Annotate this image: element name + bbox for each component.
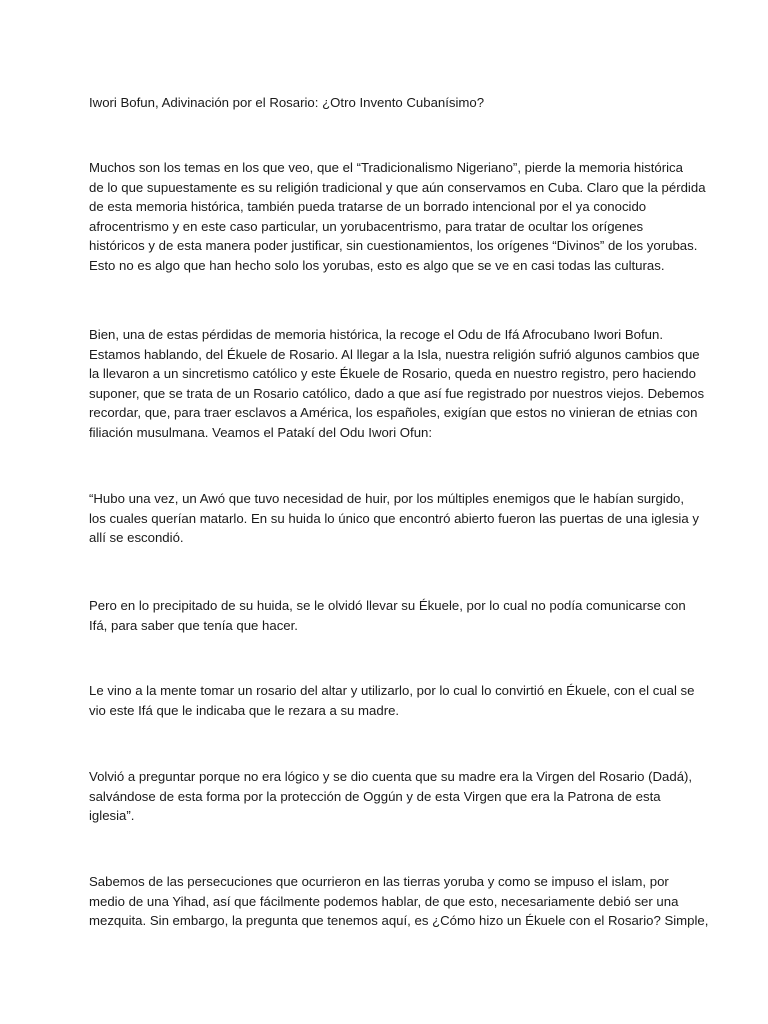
paragraph-line: Bien, una de estas pérdidas de memoria histórica, la recoge el Odu de Ifá Afrocubano Iwori Bofun. — [89, 327, 663, 342]
paragraph-line: allí se escondió. — [89, 530, 184, 545]
paragraph-line: Pero en lo precipitado de su huida, se le olvidó llevar su Ékuele, por lo cual no podía comunicarse con — [89, 598, 686, 613]
paragraph-line: filiación musulmana. Veamos el Patakí del Odu Iwori Ofun: — [89, 424, 433, 440]
paragraph-line: medio de una Yihad, así que fácilmente podemos hablar, de que esto, necesariamente debió ser una — [89, 893, 679, 909]
paragraph-line: recordar, que, para traer esclavos a América, los españoles, exigían que estos no vinieran de etnias con — [89, 405, 698, 420]
paragraph-line: Estamos hablando, del Ékuele de Rosario. Al llegar a la Isla, nuestra religión sufrió algunos cambios que — [89, 346, 700, 362]
paragraph-4 — [89, 596, 689, 635]
document-title: Iwori Bofun, Adivinación por el Rosario: ¿Otro Invento Cubanísimo? — [89, 95, 485, 110]
paragraph-line: afrocentrismo y en este caso particular, un yorubacentrismo, para tratar de ocultar los orígenes — [89, 218, 644, 234]
paragraph-5 — [89, 681, 695, 720]
paragraph-line: Muchos son los temas en los que veo, que el “Tradicionalismo Nigeriano”, pierde la memoria histórica — [89, 160, 683, 175]
paragraph-line: históricos y de esta manera poder justificar, sin cuestionamientos, los orígenes “Divinos” de los yorubas. — [89, 238, 698, 253]
paragraph-1 — [89, 158, 706, 275]
paragraph-line: los cuales querían matarlo. En su huida lo único que encontró abierto fueron las puertas de una iglesia y — [89, 510, 699, 526]
paragraph-line: suponer, que se trata de un Rosario católico, dado a que así fue registrado por nuestros viejos. Debemos — [89, 385, 705, 401]
paragraph-line: Sabemos de las persecuciones que ocurrieron en las tierras yoruba y como se impuso el islam, por — [89, 874, 669, 889]
paragraph-6 — [89, 767, 693, 826]
paragraph-line: Le vino a la mente tomar un rosario del altar y utilizarlo, por lo cual lo convirtió en Ékuele, con el cual se — [89, 683, 695, 698]
paragraph-line: de lo que supuestamente es su religión tradicional y que aún conservamos en Cuba. Claro que la pérdida — [89, 179, 706, 195]
paragraph-line: “Hubo una vez, un Awó que tuvo necesidad de huir, por los múltiples enemigos que le habían surgido, — [89, 491, 685, 506]
paragraph-line: de esta memoria histórica, también pueda tratarse de un borrado intencional por el ya conocido — [89, 199, 647, 214]
paragraph-line: mezquita. Sin embargo, la pregunta que tenemos aquí, es ¿Cómo hizo un Ékuele con el Rosario? Simple, — [89, 913, 709, 928]
paragraph-line: iglesia”. — [89, 808, 135, 823]
paragraph-line: Volvió a preguntar porque no era lógico y se dio cuenta que su madre era la Virgen del Rosario (Dadá), — [89, 769, 693, 784]
paragraph-line: la llevaron a un sincretismo católico y este Ékuele de Rosario, queda en nuestro registro, pero haciendo — [89, 366, 696, 381]
paragraph-2 — [89, 325, 705, 442]
paragraph-3 — [89, 489, 699, 548]
paragraph-line: vio este Ifá que le indicaba que le rezara a su madre. — [89, 702, 400, 718]
paragraph-7 — [89, 872, 709, 931]
paragraph-line: Ifá, para saber que tenía que hacer. — [89, 617, 298, 633]
paragraph-line: salvándose de esta forma por la protección de Oggún y de esta Virgen que era la Patrona de esta — [89, 788, 661, 804]
paragraph-line: Esto no es algo que han hecho solo los yorubas, esto es algo que se ve en casi todas las culturas. — [89, 257, 665, 273]
